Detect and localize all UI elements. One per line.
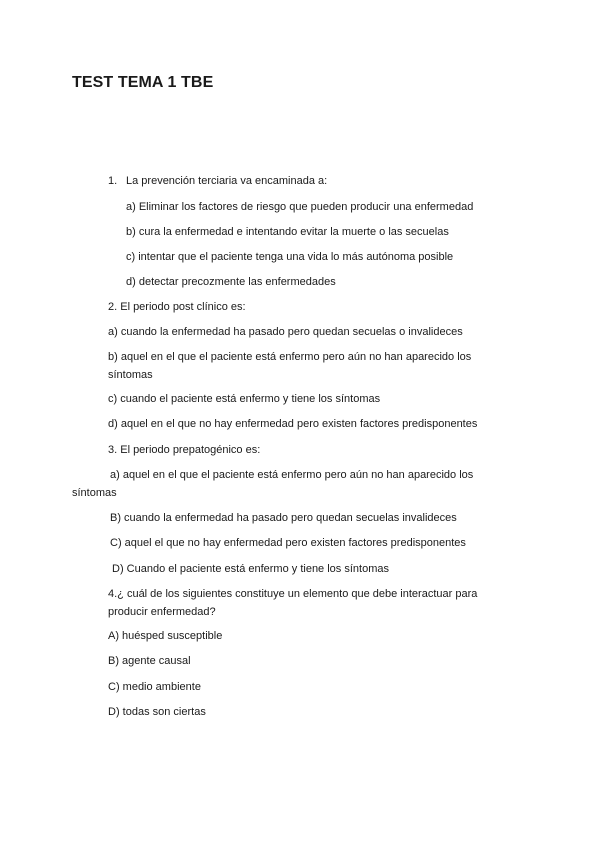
q1-number: 1. [108,175,118,187]
q3-option-c: C) aquel el que no hay enfermedad pero existen factores predisponentes [110,537,466,549]
q4-option-b: B) agente causal [108,655,191,667]
q1-option-b: b) cura la enfermedad e intentando evitar la muerte o las secuelas [126,226,449,238]
q4-option-a: A) huésped susceptible [108,630,223,642]
q3-option-a-continuation: síntomas [72,487,117,499]
q3-option-d: D) Cuando el paciente está enfermo y tiene los síntomas [112,563,389,575]
q4-question: 4.¿ cuál de los siguientes constituye un elemento que debe interactuar para producir enfermedad? [108,588,478,618]
q2-option-d: d) aquel en el que no hay enfermedad pero existen factores predisponentes [108,418,478,430]
q1-option-a: a) Eliminar los factores de riesgo que pueden producir una enfermedad [126,201,474,213]
q3-option-a: a) aquel en el que el paciente está enfermo pero aún no han aparecido los [110,469,474,481]
q3-option-b: B) cuando la enfermedad ha pasado pero quedan secuelas invalideces [110,512,457,524]
q1-question: La prevención terciaria va encaminada a: [126,175,328,187]
q4-option-d: D) todas son ciertas [108,706,206,718]
q2-option-c: c) cuando el paciente está enfermo y tiene los síntomas [108,393,381,405]
q2-question: 2. El periodo post clínico es: [108,301,246,313]
q1-option-d: d) detectar precozmente las enfermedades [126,276,336,288]
q1-option-c: c) intentar que el paciente tenga una vida lo más autónoma posible [126,251,454,263]
q2-option-a: a) cuando la enfermedad ha pasado pero quedan secuelas o invalideces [108,326,463,338]
q3-question: 3. El periodo prepatogénico es: [108,444,261,456]
page-title: TEST TEMA 1 TBE [72,74,214,91]
q2-option-b: b) aquel en el que el paciente está enfermo pero aún no han aparecido los síntomas [108,351,472,381]
q4-option-c: C) medio ambiente [108,681,201,693]
